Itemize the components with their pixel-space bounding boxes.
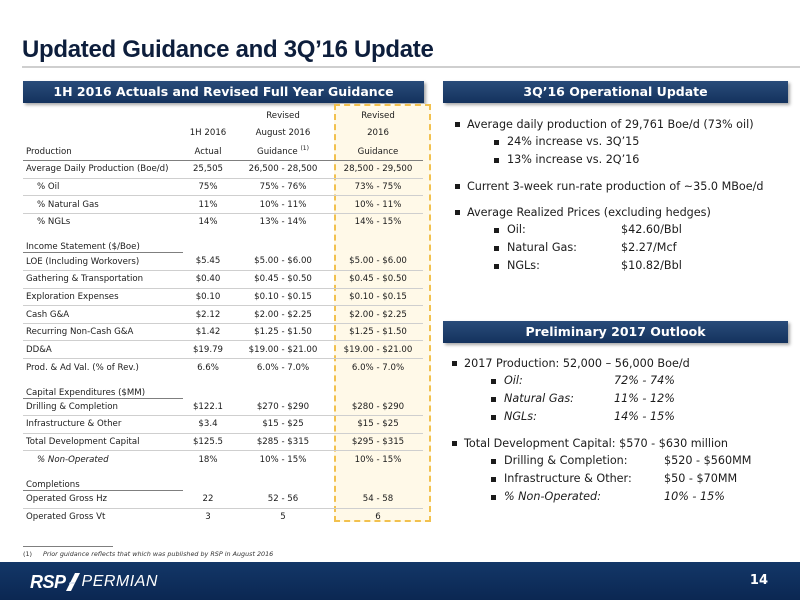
- list-item: Average daily production of 29,761 Boe/d (73% oil): [453, 116, 793, 133]
- capex-heading: Capital Expenditures ($MM): [23, 376, 183, 398]
- header-production: Production: [23, 141, 183, 160]
- list-item: Oil: 72% - 74%: [450, 372, 790, 390]
- table-row: Gathering & Transportation $0.40 $0.45 - $0.50 $0.45 - $0.50: [23, 271, 423, 289]
- list-item: Average Realized Prices (excluding hedges): [453, 204, 793, 221]
- footnote-text: Prior guidance reflects that which was published by RSP in August 2016: [43, 550, 274, 558]
- footnote-mark: (1): [23, 550, 33, 558]
- table-row: Prod. & Ad Val. (% of Rev.) 6.6% 6.0% - 7.0% 6.0% - 7.0%: [26, 362, 405, 373]
- section-header-row: [23, 468, 423, 490]
- header-actual: Actual: [183, 141, 233, 160]
- outlook-list: [450, 355, 790, 506]
- title-divider: [22, 66, 800, 68]
- page-title: Updated Guidance and 3Q’16 Update: [22, 36, 434, 63]
- company-logo: RSP PERMIAN: [30, 571, 158, 592]
- table-row: Infrastructure & Other $3.4 $15 - $25 $15 - $25: [23, 416, 423, 434]
- table-row: LOE (Including Workovers) $5.45 $5.00 - $6.00 $5.00 - $6.00: [23, 253, 423, 271]
- table-row: % Non-Operated 18% 10% - 15% 10% - 15%: [37, 454, 402, 465]
- table-row: Operated Gross Hz 22 52 - 56 54 - 58: [23, 490, 423, 508]
- table-row: Recurring Non-Cash G&A $1.42 $1.25 - $1.50 $1.25 - $1.50: [23, 323, 423, 341]
- header-2016: 2016: [367, 128, 389, 139]
- footnote-ref: (1): [300, 145, 309, 153]
- header-guidance-revised: Guidance: [333, 141, 423, 160]
- table-row: Average Daily Production (Boe/d) 25,505 26,500 - 28,500 28,500 - 29,500: [23, 161, 423, 179]
- header-guidance-aug: Guidance $^{(1)}$: [233, 141, 333, 160]
- table-row: Exploration Expenses $0.10 $0.10 - $0.15 $0.10 - $0.15: [23, 288, 423, 306]
- logo-slash-icon: [66, 573, 80, 591]
- guidance-table: [23, 106, 423, 526]
- outlook-banner: Preliminary 2017 Outlook: [443, 321, 788, 343]
- list-item: NGLs: 14% - 15%: [450, 408, 790, 426]
- list-item: Current 3-week run-rate production of ~35.0 MBoe/d: [453, 178, 793, 195]
- footnote: [23, 550, 273, 558]
- header-august-2016: August 2016: [255, 128, 311, 139]
- table-row: Operated Gross Vt 3 5 6: [26, 512, 381, 523]
- guidance-banner: 1H 2016 Actuals and Revised Full Year Guidance: [23, 81, 424, 103]
- table-row: DD&A $19.79 $19.00 - $21.00 $19.00 - $21.00: [23, 341, 423, 359]
- list-item: % Non-Operated: 10% - 15%: [450, 488, 790, 506]
- footer-bar: [0, 562, 800, 600]
- header-aug-revised: Revised: [266, 110, 300, 121]
- income-statement-heading: Income Statement ($/Boe): [23, 231, 183, 253]
- list-item: 13% increase vs. 2Q’16: [453, 151, 793, 169]
- header-1h2016: 1H 2016: [189, 128, 227, 139]
- completions-heading: Completions: [23, 468, 183, 490]
- list-item: Oil: $42.60/Bbl: [453, 221, 793, 239]
- table-row: Drilling & Completion $122.1 $270 - $290 $280 - $290: [23, 398, 423, 416]
- list-item: Infrastructure & Other: $50 - $70MM: [450, 470, 790, 488]
- table-row: Cash G&A $2.12 $2.00 - $2.25 $2.00 - $2.25: [23, 306, 423, 324]
- footnote-divider: [23, 546, 113, 547]
- table-row: % NGLs 14% 13% - 14% 14% - 15%: [37, 217, 402, 228]
- section-header-row: [23, 231, 423, 253]
- page-number: 14: [749, 573, 768, 588]
- operational-update-list: [453, 116, 793, 275]
- list-item: NGLs: $10.82/Bbl: [453, 257, 793, 275]
- list-item: Natural Gas: $2.27/Mcf: [453, 239, 793, 257]
- list-item: 2017 Production: 52,000 – 56,000 Boe/d: [450, 355, 790, 372]
- operational-update-banner: 3Q’16 Operational Update: [443, 81, 788, 103]
- table-row: % Oil 75% 75% - 76% 73% - 75%: [23, 178, 423, 196]
- list-item: Drilling & Completion: $520 - $560MM: [450, 452, 790, 470]
- section-header-row: [23, 376, 423, 398]
- list-item: Total Development Capital: $570 - $630 million: [450, 435, 790, 452]
- list-item: 24% increase vs. 3Q’15: [453, 133, 793, 151]
- table-row: Total Development Capital $125.5 $285 - $315 $295 - $315: [23, 433, 423, 451]
- guidance-table-container: [23, 106, 433, 526]
- header-2016-revised: Revised: [361, 110, 395, 121]
- table-row: % Natural Gas 11% 10% - 11% 10% - 11%: [23, 196, 423, 214]
- list-item: Natural Gas: 11% - 12%: [450, 390, 790, 408]
